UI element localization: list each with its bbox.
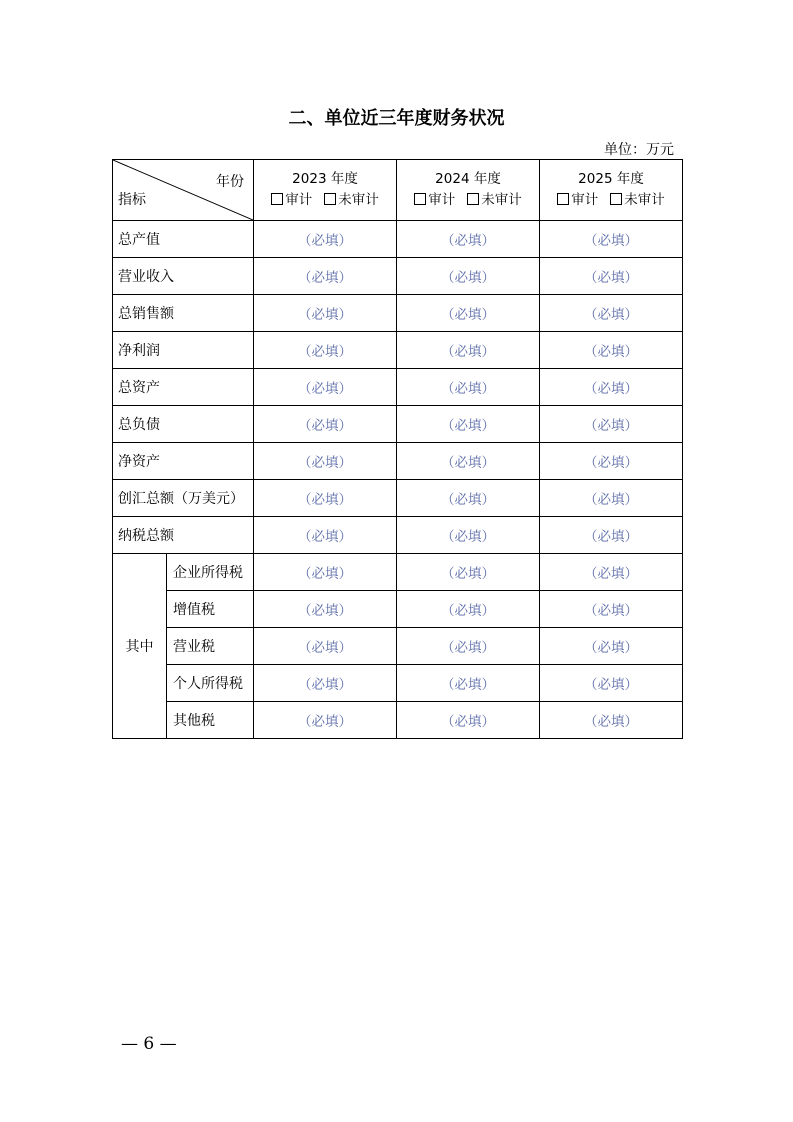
value-cell[interactable]: （必填） xyxy=(540,332,683,369)
value-cell[interactable]: （必填） xyxy=(540,517,683,554)
unaudited-label: 未审计 xyxy=(481,192,522,208)
sub-row-label: 个人所得税 xyxy=(167,665,254,702)
value-cell[interactable]: （必填） xyxy=(254,443,397,480)
value-cell[interactable]: （必填） xyxy=(540,443,683,480)
value-cell[interactable]: （必填） xyxy=(540,480,683,517)
value-cell[interactable]: （必填） xyxy=(254,332,397,369)
year-header-2025 xyxy=(540,160,683,221)
value-cell[interactable]: （必填） xyxy=(397,332,540,369)
sub-row-label: 其他税 xyxy=(167,702,254,739)
unaudited-option[interactable] xyxy=(610,192,665,208)
value-cell[interactable]: （必填） xyxy=(254,221,397,258)
value-cell[interactable]: （必填） xyxy=(540,221,683,258)
header-row xyxy=(113,160,683,221)
audited-option[interactable] xyxy=(271,192,312,208)
value-cell[interactable]: （必填） xyxy=(397,221,540,258)
checkbox-icon[interactable] xyxy=(414,193,426,205)
unaudited-label: 未审计 xyxy=(624,192,665,208)
value-cell[interactable]: （必填） xyxy=(397,665,540,702)
table-row xyxy=(113,443,683,480)
value-cell[interactable]: （必填） xyxy=(397,295,540,332)
audited-label: 审计 xyxy=(571,192,599,208)
value-cell[interactable]: （必填） xyxy=(254,591,397,628)
checkbox-icon[interactable] xyxy=(557,193,569,205)
value-cell[interactable]: （必填） xyxy=(397,258,540,295)
audited-label: 审计 xyxy=(428,192,456,208)
checkbox-icon[interactable] xyxy=(271,193,283,205)
table-row xyxy=(113,665,683,702)
value-cell[interactable]: （必填） xyxy=(540,295,683,332)
row-label: 总资产 xyxy=(113,369,254,406)
table-row xyxy=(113,369,683,406)
unaudited-label: 未审计 xyxy=(338,192,379,208)
audited-label: 审计 xyxy=(285,192,313,208)
value-cell[interactable]: （必填） xyxy=(397,517,540,554)
value-cell[interactable]: （必填） xyxy=(540,665,683,702)
value-cell[interactable]: （必填） xyxy=(254,665,397,702)
value-cell[interactable]: （必填） xyxy=(397,554,540,591)
table-row xyxy=(113,295,683,332)
sub-row-label: 营业税 xyxy=(167,628,254,665)
value-cell[interactable]: （必填） xyxy=(254,628,397,665)
row-label: 总产值 xyxy=(113,221,254,258)
value-cell[interactable]: （必填） xyxy=(397,443,540,480)
table-row xyxy=(113,332,683,369)
table-row xyxy=(113,406,683,443)
value-cell[interactable]: （必填） xyxy=(254,517,397,554)
page-number: — 6 — xyxy=(121,1034,177,1054)
checkbox-icon[interactable] xyxy=(324,193,336,205)
value-cell[interactable]: （必填） xyxy=(540,702,683,739)
row-label: 净资产 xyxy=(113,443,254,480)
unaudited-option[interactable] xyxy=(324,192,379,208)
value-cell[interactable]: （必填） xyxy=(254,295,397,332)
year-header-2024 xyxy=(397,160,540,221)
value-cell[interactable]: （必填） xyxy=(397,480,540,517)
year-label: 2023 年度 xyxy=(292,171,358,187)
group-label: 其中 xyxy=(113,554,167,739)
value-cell[interactable]: （必填） xyxy=(397,591,540,628)
unaudited-option[interactable] xyxy=(467,192,522,208)
value-cell[interactable]: （必填） xyxy=(540,554,683,591)
section-title: 二、单位近三年度财务状况 xyxy=(288,108,505,129)
value-cell[interactable]: （必填） xyxy=(540,258,683,295)
row-label: 纳税总额 xyxy=(113,517,254,554)
corner-indicator-label: 指标 xyxy=(118,192,146,208)
value-cell[interactable]: （必填） xyxy=(397,369,540,406)
value-cell[interactable]: （必填） xyxy=(540,628,683,665)
value-cell[interactable]: （必填） xyxy=(397,702,540,739)
value-cell[interactable]: （必填） xyxy=(397,628,540,665)
table-row xyxy=(113,554,683,591)
value-cell[interactable]: （必填） xyxy=(254,258,397,295)
value-cell[interactable]: （必填） xyxy=(540,591,683,628)
audited-option[interactable] xyxy=(557,192,598,208)
value-cell[interactable]: （必填） xyxy=(254,702,397,739)
row-label: 创汇总额（万美元） xyxy=(113,480,254,517)
table-row xyxy=(113,628,683,665)
value-cell[interactable]: （必填） xyxy=(254,480,397,517)
year-label: 2024 年度 xyxy=(435,171,501,187)
year-label: 2025 年度 xyxy=(578,171,644,187)
table-row xyxy=(113,517,683,554)
row-label: 总销售额 xyxy=(113,295,254,332)
row-label: 总负债 xyxy=(113,406,254,443)
table-row xyxy=(113,258,683,295)
checkbox-icon[interactable] xyxy=(467,193,479,205)
value-cell[interactable]: （必填） xyxy=(540,406,683,443)
audited-option[interactable] xyxy=(414,192,455,208)
table-row xyxy=(113,702,683,739)
financial-table xyxy=(112,159,683,739)
table-row xyxy=(113,221,683,258)
value-cell[interactable]: （必填） xyxy=(254,369,397,406)
table-row xyxy=(113,591,683,628)
diagonal-header-cell xyxy=(113,160,254,221)
year-header-2023 xyxy=(254,160,397,221)
table-row xyxy=(113,480,683,517)
value-cell[interactable]: （必填） xyxy=(397,406,540,443)
corner-year-label: 年份 xyxy=(216,174,244,190)
value-cell[interactable]: （必填） xyxy=(540,369,683,406)
sub-row-label: 企业所得税 xyxy=(167,554,254,591)
row-label: 营业收入 xyxy=(113,258,254,295)
sub-row-label: 增值税 xyxy=(167,591,254,628)
value-cell[interactable]: （必填） xyxy=(254,554,397,591)
checkbox-icon[interactable] xyxy=(610,193,622,205)
unit-label: 单位：万元 xyxy=(604,142,674,158)
row-label: 净利润 xyxy=(113,332,254,369)
value-cell[interactable]: （必填） xyxy=(254,406,397,443)
